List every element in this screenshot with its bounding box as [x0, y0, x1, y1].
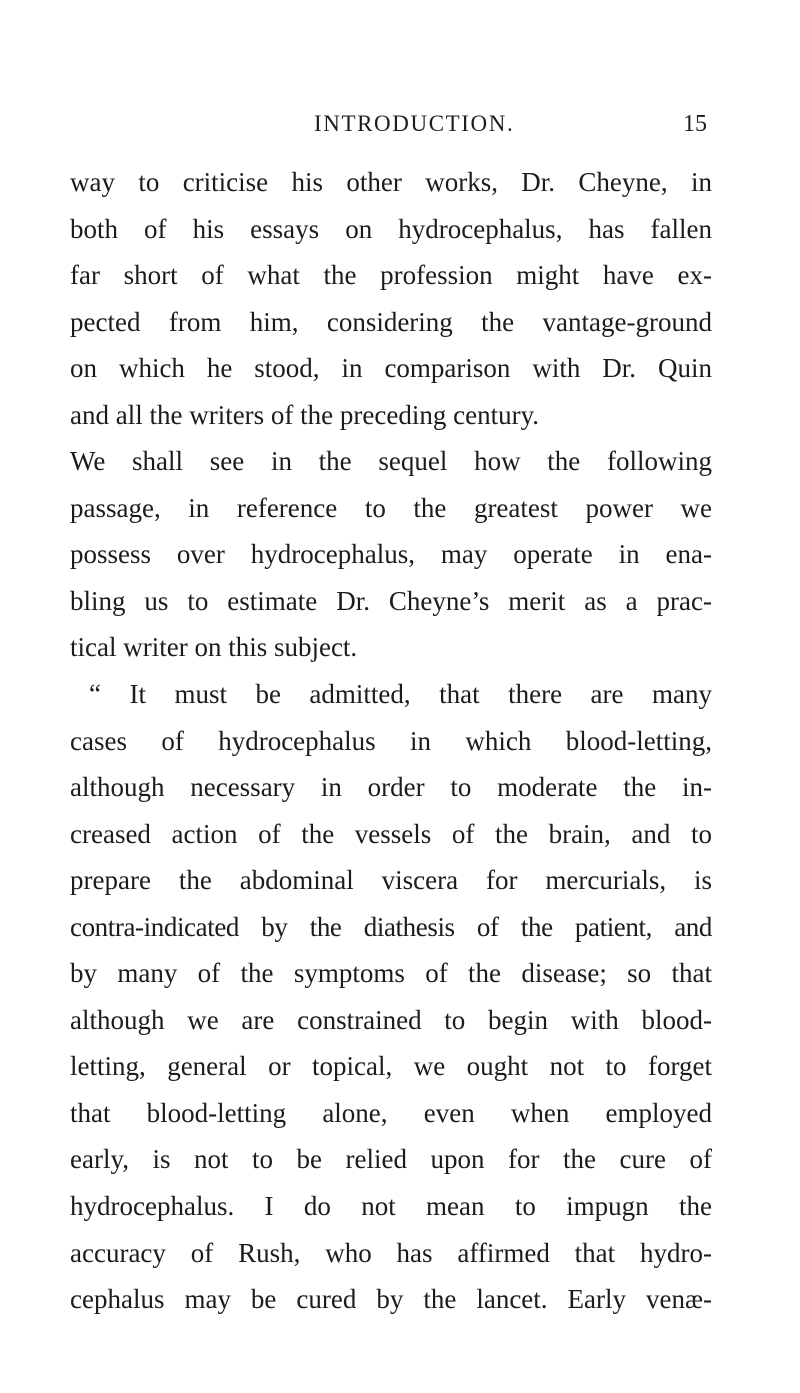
text-line: “ It must be admitted, that there are many	[89, 679, 712, 710]
text-line: contra-indicated by the diathesis of the patient, and	[70, 911, 712, 942]
text-line: cases of hydrocephalus in which blood-letting,	[70, 725, 712, 756]
text-line: hydrocephalus. I do not mean to impugn the	[70, 1191, 712, 1222]
text-line: possess over hydrocephalus, may operate in ena-	[70, 539, 712, 570]
page-number: 15	[683, 111, 707, 137]
text-line: tical writer on this subject.	[70, 632, 358, 663]
text-line: passage, in reference to the greatest power we	[70, 492, 712, 523]
text-line: pected from him, considering the vantage-ground	[70, 306, 712, 337]
text-line: cephalus may be cured by the lancet. Early venæ-	[70, 1284, 712, 1315]
text-line: by many of the symptoms of the disease; so that	[70, 958, 712, 989]
text-line: that blood-letting alone, even when employed	[70, 1097, 712, 1128]
text-line: prepare the abdominal viscera for mercurials, is	[70, 865, 712, 896]
text-line: We shall see in the sequel how the following	[70, 446, 712, 477]
running-head	[0, 104, 800, 144]
text-line: although we are constrained to begin with blood-	[70, 1004, 712, 1035]
text-line: early, is not to be relied upon for the cure of	[70, 1144, 712, 1175]
text-line: and all the writers of the preceding century.	[70, 399, 540, 430]
text-line: way to criticise his other works, Dr. Cheyne, in	[70, 167, 712, 197]
running-head-title: INTRODUCTION.	[314, 111, 515, 136]
text-line: although necessary in order to moderate the in-	[70, 772, 712, 803]
text-line: letting, general or topical, we ought not to forget	[70, 1051, 712, 1082]
text-line: on which he stood, in comparison with Dr. Quin	[70, 353, 712, 384]
text-line: far short of what the profession might have ex-	[70, 260, 712, 291]
text-line: accuracy of Rush, who has affirmed that hydro-	[70, 1237, 712, 1268]
text-line: both of his essays on hydrocephalus, has fallen	[70, 213, 712, 244]
text-line: bling us to estimate Dr. Cheyne’s merit as a prac-	[70, 585, 712, 616]
text-line: creased action of the vessels of the brain, and to	[70, 818, 712, 849]
body-text	[70, 159, 712, 1323]
